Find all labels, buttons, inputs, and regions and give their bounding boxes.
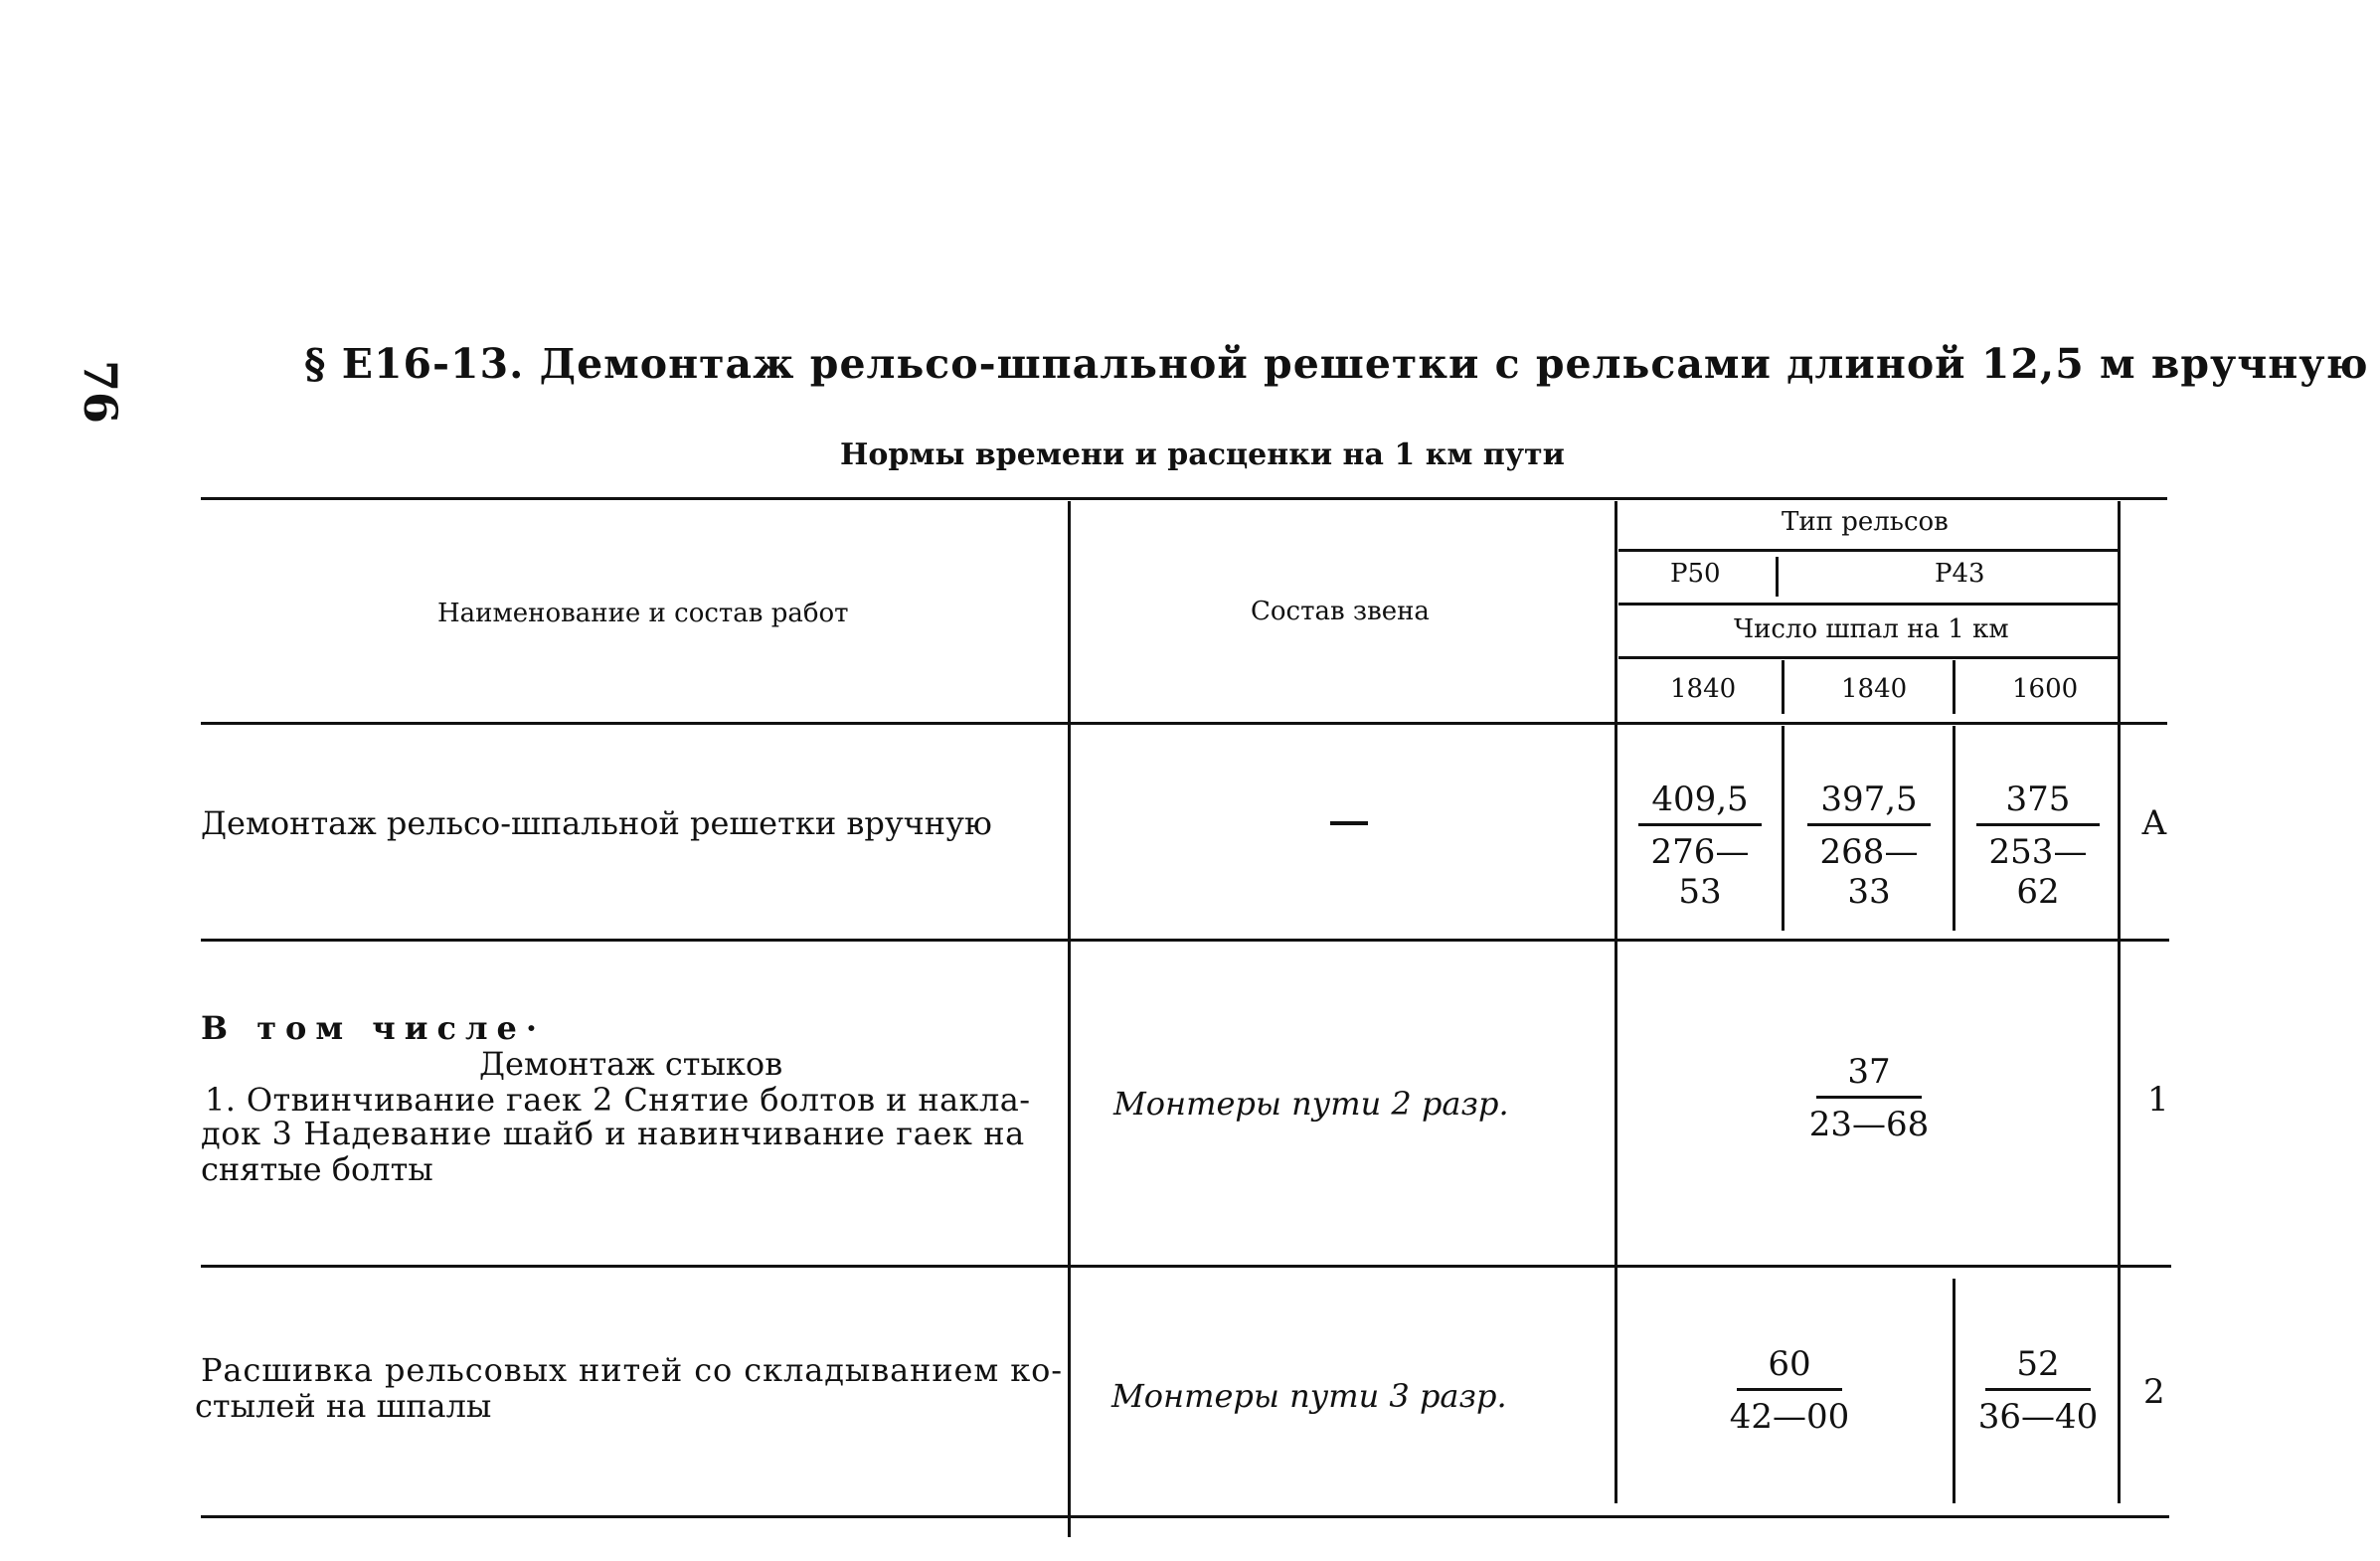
header-crew: Состав звена xyxy=(1251,597,1430,626)
header-rail-p43: Р43 xyxy=(1935,559,1985,589)
row1-value-2 xyxy=(1799,780,1939,912)
row2-value xyxy=(1799,1052,1939,1144)
row3-value-1 xyxy=(1720,1344,1859,1437)
rate: 36—40 xyxy=(1977,1397,2099,1437)
header-bottom-rule xyxy=(201,722,2167,725)
row1-divider-c2 xyxy=(1953,726,1955,931)
col-divider-crew xyxy=(1615,501,1617,1503)
row3-mark: 2 xyxy=(2143,1372,2165,1412)
rate: 23—68 xyxy=(1808,1105,1930,1144)
col-divider-name xyxy=(1068,501,1071,1537)
table-bottom-rule xyxy=(201,1515,2169,1518)
row1-mark: А xyxy=(2141,803,2167,843)
row3-crew: Монтеры пути 3 разр. xyxy=(1111,1377,1507,1415)
norm: 37 xyxy=(1847,1052,1891,1092)
row2-line-2: док 3 Надевание шайб и навинчивание гаек на xyxy=(201,1115,1025,1152)
row1-crew-dash xyxy=(1330,821,1368,825)
header-divider-c2 xyxy=(1953,660,1955,714)
rate: 42—00 xyxy=(1729,1397,1850,1437)
row3-value-2 xyxy=(1968,1344,2108,1437)
rate: 253—62 xyxy=(1988,832,2088,912)
rate: 276—53 xyxy=(1650,832,1750,912)
row1-value-3 xyxy=(1968,780,2108,912)
norm: 375 xyxy=(2005,780,2071,819)
header-rail-p50: Р50 xyxy=(1670,559,1721,589)
norm: 397,5 xyxy=(1820,780,1918,819)
row3-divider-c2 xyxy=(1953,1279,1955,1503)
header-rule-type xyxy=(1618,549,2118,552)
header-divider-p50 xyxy=(1776,557,1779,597)
table-top-rule xyxy=(201,497,2167,500)
header-col3: 1600 xyxy=(2012,674,2079,704)
row2-crew: Монтеры пути 2 разр. xyxy=(1113,1085,1509,1123)
row3-line-2: стылей на шпалы xyxy=(195,1387,492,1425)
row2-mark: 1 xyxy=(2147,1080,2169,1120)
header-rule-sleepers xyxy=(1618,656,2118,659)
header-divider-c1 xyxy=(1782,660,1785,714)
row2-subhead: Демонтаж стыков xyxy=(479,1045,783,1083)
header-rule-rails xyxy=(1618,603,2118,606)
header-col1: 1840 xyxy=(1670,674,1737,704)
table-subtitle: Нормы времени и расценки на 1 км пути xyxy=(840,437,1565,472)
row2-bottom-rule xyxy=(201,1265,2171,1268)
norm: 409,5 xyxy=(1651,780,1749,819)
norm: 52 xyxy=(2016,1344,2060,1384)
row2-intro: В том числе· xyxy=(201,1009,546,1047)
row1-bottom-rule xyxy=(201,939,2169,942)
header-rail-type: Тип рельсов xyxy=(1782,507,1949,537)
row3-line-1: Расшивка рельсовых нитей со складыванием ко- xyxy=(201,1351,1064,1389)
header-sleepers: Число шпал на 1 км xyxy=(1734,614,2009,644)
row2-line-1: 1. Отвинчивание гаек 2 Снятие болтов и накла- xyxy=(205,1081,1031,1119)
row1-name: Демонтаж рельсо-шпальной решетки вручную xyxy=(201,804,992,842)
row2-line-3: снятые болты xyxy=(201,1150,433,1188)
header-name: Наименование и состав работ xyxy=(437,599,849,628)
row1-divider-c1 xyxy=(1782,726,1785,931)
norm: 60 xyxy=(1768,1344,1811,1384)
header-col2: 1840 xyxy=(1841,674,1908,704)
rate: 268—33 xyxy=(1819,832,1919,912)
row1-value-1 xyxy=(1630,780,1770,912)
section-title: § Е16-13. Демонтаж рельсо-шпальной решетки с рельсами длиной 12,5 м вручную xyxy=(304,340,2369,388)
page-number: 76 xyxy=(74,360,127,425)
col-divider-marks xyxy=(2118,501,2121,1503)
